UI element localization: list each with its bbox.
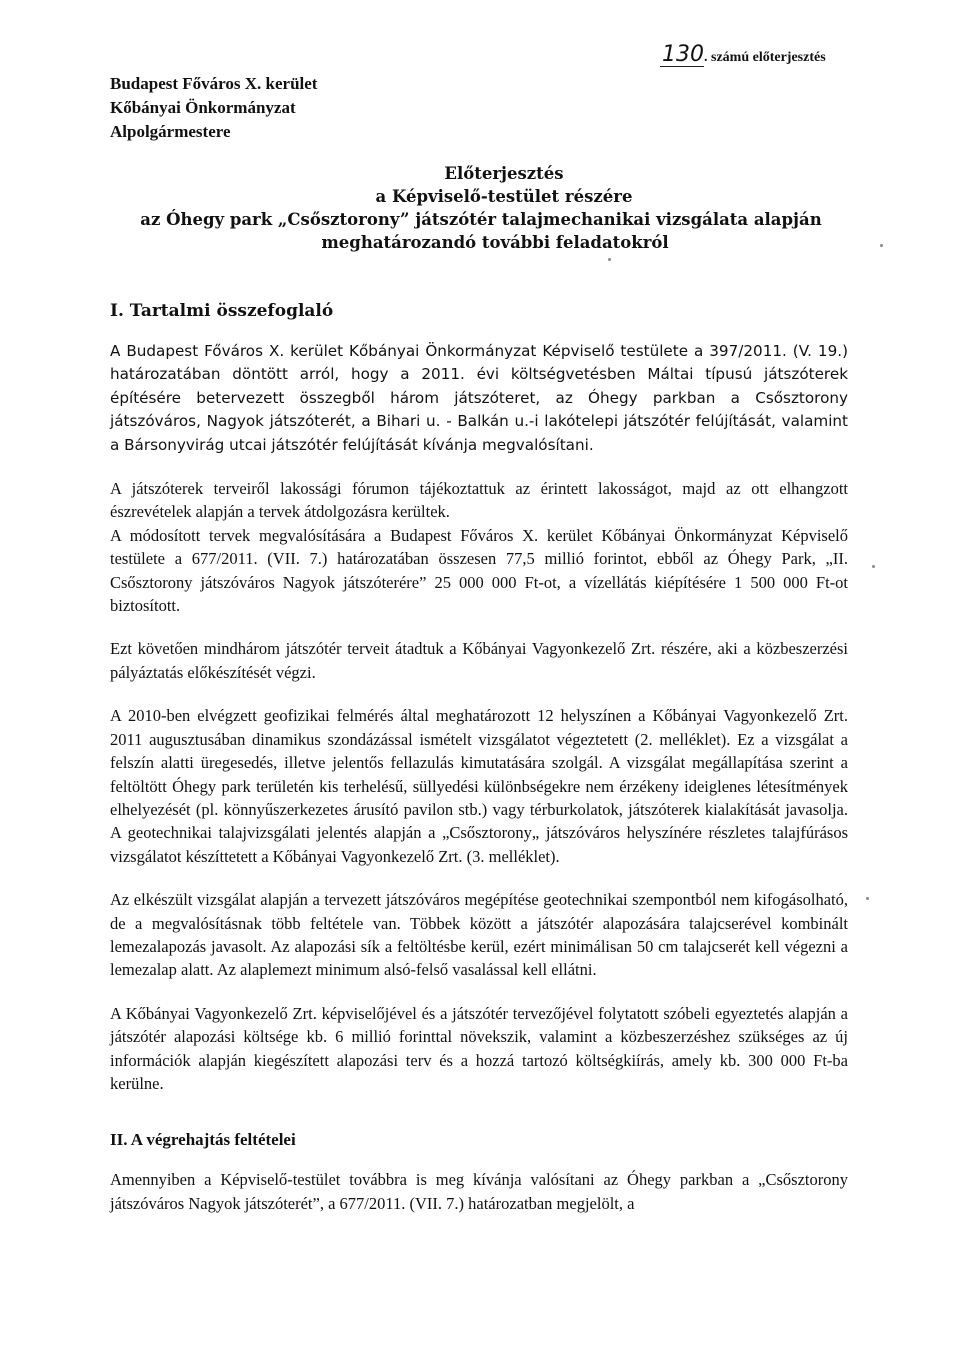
- document-body: [110, 300, 848, 1235]
- paragraph: Amennyiben a Képviselő-testület továbbra is meg kívánja valósítani az Óhegy parkban a „Csősztorony játszóváros Nagyok játszóterét”, a 677/2011. (VII. 7.) határozatban megjelölt, a: [110, 1170, 848, 1213]
- scan-speck: [872, 565, 875, 568]
- issuer-line: Budapest Főváros X. kerület: [110, 74, 318, 93]
- handwritten-number: 130: [662, 42, 704, 67]
- issuer-line: Kőbányai Önkormányzat: [110, 98, 296, 117]
- paragraph: A 2010-ben elvégzett geofizikai felmérés által meghatározott 12 helyszínen a Kőbányai Vagyonkezelő Zrt. 2011 augusztusában dinamikus szondázással ismételt vizsgálatot végeztetett (2. melléklet). Ez a vizsgálat a felszín alatti üregesedés, illetve jelentős fellazulás kimutatására szolgál. A vizsgálat megállapítása szerint a feltöltött Óhegy park területén kis terhelésű, süllyedési különbségekre nem érzékeny ideiglenes létesítmények elhelyezését (pl. könnyűszerkezetes árusító pavilon stb.) vagy térburkolatok, játszóterek kialakítását javasolja. A geotechnikai talajvizsgálati jelentés alapján a „Csősztorony„ játszóváros helyszínére részletes talajfúrásos vizsgálatot készíttetett a Kőbányai Vagyonkezelő Zrt. (3. melléklet).: [110, 706, 848, 866]
- paragraph: Ezt követően mindhárom játszótér terveit átadtuk a Kőbányai Vagyonkezelő Zrt. részére, aki a közbeszerzési pályáztatás előkészítését végzi.: [110, 639, 848, 682]
- paragraph: A Budapest Főváros X. kerület Kőbányai Önkormányzat Képviselő testülete a 397/2011. (V. 19.) határozatában döntött arról, hogy a 2011. évi költségvetésben Máltai típusú játszóterek építésére betervezett összegből három játszóteret, az Óhegy parkban a Csősztorony játszóváros, Nagyok játszóterét, a Bihari u. - Balkán u.-i lakótelepi játszótér felújítását, valamint a Bársonyvirág utcai játszótér felújítását kívánja megvalósítani.: [110, 342, 848, 454]
- title-line: Előterjesztés: [444, 164, 564, 183]
- title-line: a Képviselő-testület részére: [375, 187, 633, 206]
- document-number: [660, 44, 826, 67]
- paragraph: A játszóterek terveiről lakossági fórumon tájékoztattuk az érintett lakosságot, majd az ott elhangzott észrevételek alapján a tervek átdolgozásra kerültek.: [110, 479, 848, 522]
- paragraph: Az elkészült vizsgálat alapján a tervezett játszóváros megépítése geotechnikai szempontból nem kifogásolható, de a megvalósításnak több feltétele van. Többek között a játszótér alapozására talajcserével kombinált lemezalapozás javasolt. Az alapozási sík a feltöltésbe kerül, ezért minimálisan 50 cm talajcserét kell végezni a lemezalap alatt. Az alaplemezt minimum alsó-felső vasalással kell ellátni.: [110, 890, 848, 980]
- section-heading: I. Tartalmi összefoglaló: [110, 301, 334, 321]
- paragraph: A módosított tervek megvalósítására a Budapest Főváros X. kerület Kőbányai Önkormányzat Képviselő testülete a 677/2011. (VII. 7.) határozatában összesen 77,5 millió forintot, ebből az Óhegy Park, „II. Csősztorony játszóváros Nagyok játszóterére” 25 000 000 Ft-ot, a vízellátás kiépítésére 1 500 000 Ft-ot biztosított.: [110, 525, 848, 616]
- title-line: az Óhegy park „Csősztorony” játszótér talajmechanikai vizsgálata alapján: [140, 210, 822, 229]
- document-title: [0, 162, 960, 254]
- title-line: meghatározandó további feladatokról: [321, 233, 669, 252]
- scan-speck: [880, 244, 883, 247]
- scan-speck: [608, 258, 611, 261]
- issuer-line: Alpolgármestere: [110, 122, 231, 141]
- issuer-block: [110, 72, 317, 144]
- section-heading: II. A végrehajtás feltételei: [110, 1130, 296, 1150]
- scan-speck: [866, 897, 869, 900]
- document-number-label: . számú előterjesztés: [704, 50, 826, 65]
- paragraph: A Kőbányai Vagyonkezelő Zrt. képviselőjével és a játszótér tervezőjével folytatott szóbeli egyeztetés alapján a játszótér alapozási költsége kb. 6 millió forinttal növekszik, valamint a közbeszerzéshez szükséges az új információk alapján kiegészített alapozási terv és a hozzá tartozó költségkiírás, amely kb. 300 000 Ft-ba kerülne.: [110, 1003, 848, 1093]
